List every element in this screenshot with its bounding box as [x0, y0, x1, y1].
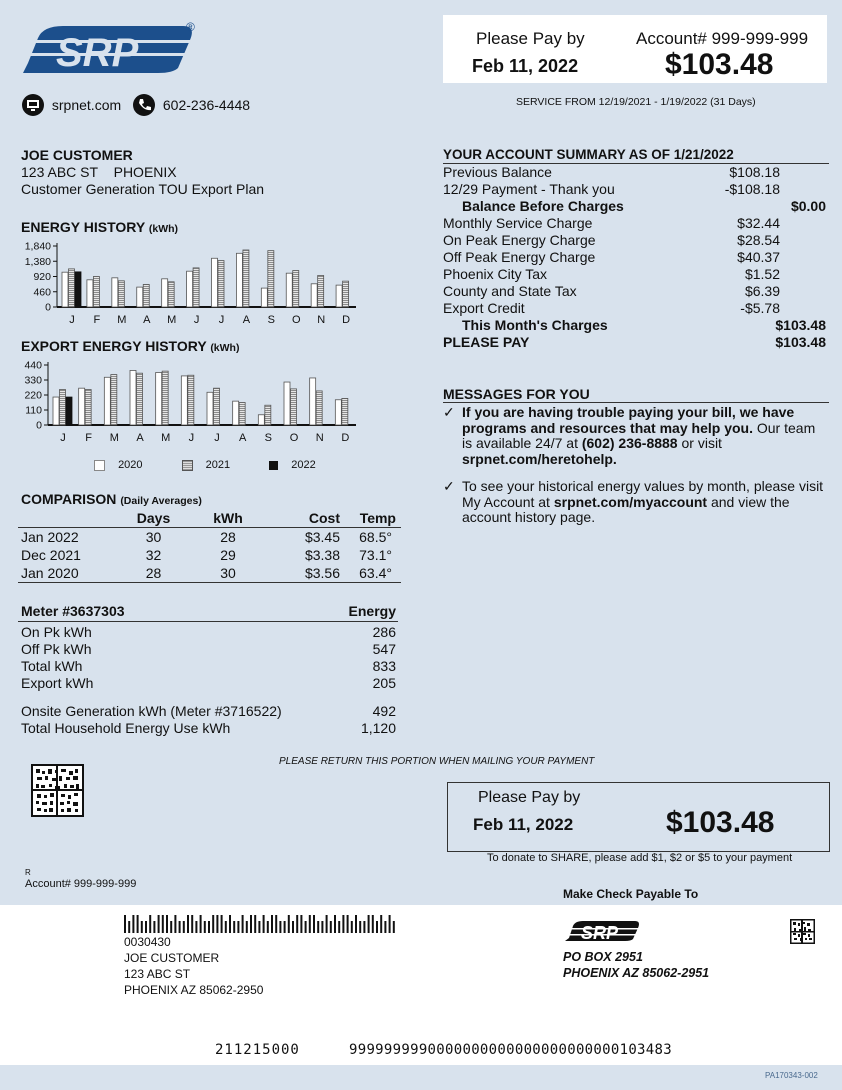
bar-2021-11 [343, 281, 349, 307]
x-tick-label: S [267, 314, 276, 326]
website-text: srpnet.com [51, 97, 122, 113]
mail-street: 123 ABC ST [124, 967, 191, 981]
srp-logo [18, 18, 198, 78]
micr-left: 211215000 [215, 1042, 300, 1058]
bar-2021-0 [69, 269, 75, 307]
table-row: Dec 2021 32 29 $3.38 73.1° [21, 547, 392, 563]
stub-pay-box [447, 782, 830, 852]
summary-row-month-charges: This Month's Charges $103.48 [462, 317, 826, 333]
x-tick-label: J [69, 314, 75, 326]
qr-code [31, 764, 84, 817]
export-history-title: EXPORT ENERGY HISTORY (kWh) [21, 338, 240, 354]
mailing-address [124, 934, 263, 998]
srp-logo-small [563, 918, 643, 944]
x-tick-label: J [214, 432, 220, 444]
bar-2020-10 [310, 378, 316, 425]
y-tick-label: 330 [24, 374, 42, 387]
bar-2021-11 [342, 398, 348, 425]
y-tick-label: 220 [24, 389, 42, 402]
stub-pay-by-label: Please Pay by [478, 789, 581, 806]
list-item: On Pk kWh 286 [21, 624, 396, 640]
x-tick-label: F [93, 314, 101, 326]
messages-section [443, 386, 829, 526]
list-item: Export kWh 205 [21, 675, 396, 691]
bar-2020-4 [162, 279, 168, 307]
bar-2021-9 [293, 271, 299, 307]
customer-info [21, 147, 264, 198]
check-icon: ✓ [443, 404, 455, 420]
bar-2021-9 [291, 389, 297, 425]
table-row: Jan 2022 30 28 $3.45 68.5° [21, 529, 392, 545]
list-item: Off Pk kWh 547 [21, 641, 396, 657]
bar-2020-1 [87, 280, 93, 307]
summary-row: Previous Balance $108.18 [443, 164, 780, 180]
bar-2020-3 [130, 370, 136, 425]
bar-2021-6 [218, 261, 224, 307]
website-link[interactable] [22, 94, 121, 116]
bar-2021-3 [137, 373, 143, 425]
x-tick-label: A [136, 432, 144, 444]
summary-row: Phoenix City Tax $1.52 [443, 266, 780, 282]
svg-text:SRP: SRP [56, 31, 139, 75]
message-item: ✓ To see your historical energy values by month, please visit My Account at srpnet.com/myaccount and view the account history page. [443, 478, 824, 525]
bar-2021-1 [93, 277, 99, 308]
summary-title: YOUR ACCOUNT SUMMARY AS OF 1/21/2022 [443, 147, 829, 164]
bar-2020-9 [284, 382, 290, 425]
phone-link[interactable] [133, 94, 250, 116]
r-mark: R [25, 868, 31, 877]
comparison-header: Days kWh Cost Temp [18, 509, 401, 528]
bar-2021-1 [85, 390, 91, 425]
message-item: ✓ If you are having trouble paying your bill, we have programs and resources that may help you. Our team is available 24/7 at (602) 236-8888 or visit srpnet.com/heretohelp. [443, 404, 816, 467]
return-note: PLEASE RETURN THIS PORTION WHEN MAILING YOUR PAYMENT [279, 756, 595, 767]
legend-swatch-2022 [269, 461, 278, 470]
x-tick-label: M [167, 314, 177, 326]
meter-section [18, 603, 398, 737]
stub-account: Account# 999-999-999 [25, 878, 137, 890]
meter-title: Meter #3637303 [21, 603, 125, 619]
x-tick-label: O [289, 432, 299, 444]
list-item: Onsite Generation kWh (Meter #3716522) 492 [21, 703, 396, 719]
micr-right: 9999999990000000000000000000000103483 [349, 1042, 672, 1058]
bar-2021-5 [193, 268, 199, 307]
bar-2020-7 [233, 401, 239, 425]
postal-barcode [124, 915, 402, 933]
bar-2021-4 [168, 282, 174, 307]
x-tick-label: D [341, 432, 350, 444]
legend-swatch-2020 [94, 460, 105, 471]
y-tick-label: 110 [25, 404, 42, 417]
x-tick-label: J [188, 432, 195, 444]
summary-row-please-pay: PLEASE PAY $103.48 [443, 334, 826, 350]
svg-text:SRP: SRP [581, 923, 619, 943]
x-tick-label: A [143, 314, 151, 326]
payable-to-label: Make Check Payable To [563, 887, 699, 901]
x-tick-label: J [193, 314, 200, 326]
energy-history-title: ENERGY HISTORY (kWh) [21, 219, 179, 235]
summary-row: County and State Tax $6.39 [443, 283, 780, 299]
bar-2022-0 [75, 272, 81, 307]
monitor-icon [22, 94, 44, 116]
bar-2020-2 [104, 377, 110, 425]
list-item: Total Household Energy Use kWh 1,120 [21, 720, 396, 736]
bar-2022-0 [66, 397, 72, 425]
bar-2020-1 [79, 388, 85, 425]
mail-name: JOE CUSTOMER [124, 951, 220, 965]
x-tick-label: M [109, 432, 119, 444]
customer-street: 123 ABC ST [21, 164, 99, 180]
bar-2020-3 [137, 287, 143, 307]
y-tick-label: 1,380 [24, 255, 51, 268]
form-code: PA170343-002 [765, 1071, 818, 1080]
bar-2020-5 [181, 376, 187, 425]
bar-2021-6 [214, 388, 220, 425]
meter-col: Energy [348, 603, 396, 619]
meter-header [18, 603, 398, 622]
bar-2020-10 [311, 284, 317, 307]
bar-2021-7 [239, 403, 245, 426]
bar-2020-0 [62, 272, 68, 307]
bar-2020-11 [335, 400, 341, 425]
bar-2020-6 [207, 392, 213, 425]
bar-2021-7 [243, 250, 249, 307]
x-tick-label: N [317, 314, 326, 326]
bar-2020-4 [156, 373, 162, 426]
bar-2021-8 [268, 251, 274, 307]
y-tick-label: 920 [33, 271, 51, 283]
legend-2020: 2020 [118, 459, 143, 472]
summary-row: On Peak Energy Charge $28.54 [443, 232, 780, 248]
registered-mark: ® [186, 20, 195, 34]
bar-2020-0 [53, 397, 59, 425]
y-tick-label: 0 [45, 301, 51, 314]
remit-address [563, 949, 709, 981]
bar-2020-8 [258, 415, 264, 425]
phone-icon [133, 94, 155, 116]
remit-box: PO BOX 2951 [563, 950, 643, 964]
chart-legend [94, 459, 316, 471]
energy-history-chart [0, 236, 380, 331]
pay-by-label: Please Pay by [476, 29, 585, 48]
x-tick-label: J [60, 432, 66, 444]
phone-text: 602-236-4448 [162, 97, 251, 113]
account-number: Account# 999-999-999 [636, 29, 809, 48]
check-icon: ✓ [443, 478, 455, 494]
summary-row: Export Credit -$5.78 [443, 300, 780, 316]
bar-2021-10 [316, 391, 322, 425]
legend-2021: 2021 [205, 459, 231, 472]
x-tick-label: M [161, 432, 171, 444]
bar-2021-3 [143, 284, 149, 307]
customer-city: PHOENIX [113, 164, 177, 180]
stub-amount: $103.48 [666, 806, 775, 839]
bar-2021-2 [118, 281, 124, 307]
x-tick-label: N [315, 432, 324, 444]
customer-plan: Customer Generation TOU Export Plan [21, 181, 265, 197]
messages-title: MESSAGES FOR YOU [443, 386, 829, 403]
bar-2021-8 [265, 405, 271, 425]
bar-2020-5 [187, 271, 193, 307]
small-qr-code [790, 919, 815, 944]
x-tick-label: D [342, 314, 351, 326]
remittance-stub [0, 905, 842, 1065]
y-tick-label: 460 [33, 286, 51, 299]
x-tick-label: F [85, 432, 93, 444]
customer-name: JOE CUSTOMER [21, 147, 133, 163]
service-period: SERVICE FROM 12/19/2021 - 1/19/2022 (31 Days) [516, 96, 756, 108]
y-tick-label: 1,840 [24, 240, 51, 253]
bar-2020-6 [212, 258, 218, 307]
mail-city: PHOENIX AZ 85062-2950 [124, 983, 264, 997]
x-tick-label: S [264, 432, 273, 444]
table-row: Jan 2020 28 30 $3.56 63.4° [18, 564, 401, 583]
bar-2020-7 [236, 253, 242, 307]
summary-row: 12/29 Payment - Thank you -$108.18 [443, 181, 780, 197]
amount-due: $103.48 [665, 48, 774, 81]
y-tick-label: 0 [36, 419, 42, 432]
donate-note: To donate to SHARE, please add $1, $2 or $5 to your payment [487, 852, 793, 864]
x-tick-label: A [242, 314, 251, 326]
bar-2021-0 [60, 390, 66, 425]
bar-2020-11 [336, 285, 342, 307]
remit-city: PHOENIX AZ 85062-2951 [563, 966, 710, 980]
x-tick-label: M [117, 314, 127, 326]
myaccount-link[interactable]: srpnet.com/myaccount [553, 493, 708, 510]
comparison-table [18, 509, 401, 583]
comparison-title: COMPARISON (Daily Averages) [21, 491, 202, 507]
bar-2020-9 [286, 273, 292, 307]
stub-due-date: Feb 11, 2022 [473, 815, 574, 834]
summary-row: Monthly Service Charge $32.44 [443, 215, 780, 231]
bar-2021-2 [111, 375, 117, 425]
comparison-section [18, 491, 401, 583]
list-item: Total kWh 833 [21, 658, 396, 674]
legend-2022: 2022 [291, 459, 316, 472]
x-tick-label: O [291, 314, 301, 326]
account-summary [443, 147, 829, 351]
bar-2021-4 [162, 371, 168, 425]
y-tick-label: 440 [24, 359, 42, 372]
heretohelp-link[interactable]: srpnet.com/heretohelp. [462, 450, 617, 467]
due-date: Feb 11, 2022 [472, 56, 579, 76]
mail-id: 0030430 [124, 935, 171, 949]
summary-row: Off Peak Energy Charge $40.37 [443, 249, 780, 265]
bar-2020-8 [261, 288, 267, 307]
export-history-chart [0, 356, 380, 448]
x-tick-label: J [218, 314, 225, 326]
bottom-band [0, 1065, 842, 1090]
legend-swatch-2021 [182, 460, 193, 471]
bar-2021-10 [318, 276, 324, 307]
bar-2020-2 [112, 278, 118, 307]
bar-2021-5 [188, 375, 194, 425]
x-tick-label: A [238, 432, 247, 444]
pay-by-box [443, 15, 827, 83]
summary-row-balance-before: Balance Before Charges $0.00 [462, 198, 826, 214]
